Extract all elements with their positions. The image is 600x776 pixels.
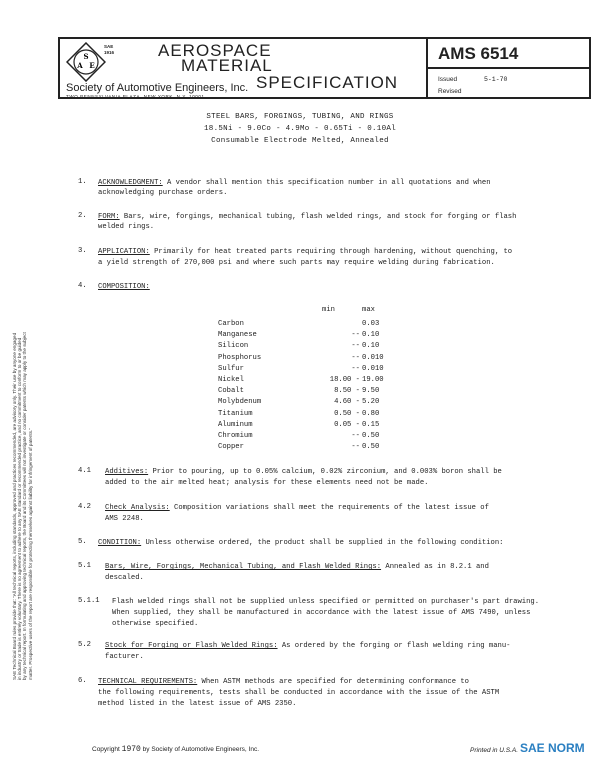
composition-col-min: min	[322, 306, 335, 314]
composition-min: --	[351, 353, 360, 362]
composition-max: 0.50	[362, 443, 380, 452]
section-title: Bars, Wire, Forgings, Mechanical Tubing, and Flash Welded Rings:	[105, 563, 382, 571]
footer-copyright	[92, 745, 259, 754]
composition-max: 0.80	[362, 409, 380, 418]
composition-min: --	[351, 364, 360, 373]
section-text: method listed in the latest issue of AMS 2350.	[98, 700, 297, 708]
disclaimer-line: in industry or trade is entirely voluntary. There is no agreement to adhere to any SAE standard or recommended practice, and no commitment to conform to or be guided	[17, 337, 23, 680]
section-text: AMS 2248.	[105, 515, 144, 523]
section-text: A vendor shall mention this specification number in all quotations and when	[167, 179, 491, 187]
section-stock-forging	[105, 641, 575, 651]
section-title: Stock for Forging or Flash Welded Rings:	[105, 642, 278, 650]
section-title: TECHNICAL REQUIREMENTS:	[98, 678, 198, 686]
disclaimer-line: SAE Technical Board rules provide that: "All technical reports, including standards, approved and practices recommended, are advisory only. Their use by anyone engaged	[12, 332, 17, 680]
svg-text:S: S	[83, 52, 89, 61]
title-specification: SPECIFICATION	[256, 73, 399, 92]
section-text: added to the air melted heat; analysis for these elements need not be made.	[105, 479, 429, 487]
disclaimer-line: matter. Prospective users of the report are responsible for protecting themselves against liability for infringement of patents."	[27, 428, 33, 680]
subject-line-2: 18.5Ni - 9.0Co - 4.9Mo - 0.65Ti - 0.10Al	[203, 125, 397, 133]
section-text: When supplied, they shall be manufactured in accordance with the latest issue of AMS 7490, unless	[112, 609, 531, 617]
composition-element: Molybdenum	[218, 398, 262, 407]
header-hline	[426, 67, 591, 69]
section-text: a yield strength of 270,000 psi and where such parts may require welding during fabrication.	[98, 259, 495, 267]
section-text: welded rings.	[98, 223, 155, 231]
organization-address: TWO PENNSYLVANIA PLAZA, NEW YORK, N.Y. 10001	[66, 94, 205, 99]
section-text: acknowledging purchase orders.	[98, 189, 228, 197]
section-check-analysis	[105, 503, 575, 513]
composition-max: 19.00	[362, 376, 384, 384]
section-number: 4.2	[78, 503, 91, 511]
section-text: the following requirements, tests shall be conducted in accordance with the issue of the ASTM	[98, 689, 500, 697]
section-bars-wire	[105, 562, 575, 572]
subject-line-1: STEEL BARS, FORGINGS, TUBING, AND RINGS	[206, 113, 394, 121]
section-text: descaled.	[105, 574, 144, 582]
composition-max: 0.010	[362, 364, 384, 373]
section-condition	[98, 538, 578, 548]
composition-min: --	[351, 432, 360, 440]
composition-element: Chromium	[218, 432, 253, 440]
copyright-year: 1970	[121, 745, 141, 754]
composition-max: 5.20	[362, 398, 380, 407]
composition-max: 0.10	[362, 331, 380, 340]
issued-label: Issued	[438, 76, 458, 83]
composition-min: 0.50 -	[334, 409, 360, 418]
composition-min: 4.60 -	[334, 398, 360, 407]
title-material: MATERIAL	[181, 56, 273, 75]
section-number: 6.	[78, 677, 87, 685]
composition-element: Titanium	[218, 409, 253, 418]
composition-element: Silicon	[218, 342, 249, 351]
section-text: otherwise specified.	[112, 620, 199, 628]
copyright-owner: by Society of Automotive Engineers, Inc.	[142, 746, 259, 753]
composition-element: Nickel	[218, 376, 244, 384]
section-technical-requirements	[98, 677, 568, 687]
section-text: Flash welded rings shall not be supplied unless specified or permitted on purchaser's part drawing.	[112, 598, 540, 606]
section-text: As ordered by the forging or flash welding ring manu-	[281, 642, 511, 650]
composition-max: 0.50	[362, 432, 380, 440]
copyright-label: Copyright	[92, 746, 120, 753]
organization-name: Society of Automotive Engineers, Inc.	[66, 82, 249, 94]
svg-text:A: A	[77, 61, 83, 70]
spec-number: AMS 6514	[438, 44, 519, 63]
section-number: 3.	[78, 247, 87, 255]
section-text: Composition variations shall meet the requirements of the latest issue of	[174, 504, 489, 512]
section-number: 5.2	[78, 641, 91, 649]
svg-text:E: E	[89, 61, 95, 70]
composition-element: Carbon	[218, 320, 244, 328]
composition-element: Sulfur	[218, 364, 244, 373]
composition-element: Manganese	[218, 331, 257, 340]
composition-max: 0.010	[362, 353, 384, 362]
section-form	[98, 212, 568, 222]
section-text: Prior to pouring, up to 0.05% calcium, 0.02% zirconium, and 0.003% boron shall be	[152, 468, 502, 476]
composition-min: 8.50 -	[334, 387, 360, 396]
composition-min: 0.05 -	[334, 420, 360, 429]
title-aerospace: AEROSPACE	[158, 41, 272, 60]
composition-element: Copper	[218, 443, 244, 452]
section-text: Bars, wire, forgings, mechanical tubing, flash welded rings, and stock for forging or flash	[123, 213, 517, 221]
section-title: CONDITION:	[98, 539, 142, 547]
watermark-logo: SAE NORM	[520, 741, 585, 755]
composition-col-max: max	[362, 306, 375, 314]
issued-value: 5-1-70	[484, 76, 508, 83]
section-title: Check Analysis:	[105, 504, 170, 512]
sae-logo-icon	[66, 42, 106, 82]
composition-min: --	[351, 443, 360, 452]
section-title: APPLICATION:	[98, 248, 150, 256]
section-text: Unless otherwise ordered, the product shall be supplied in the following condition:	[145, 539, 504, 547]
composition-max: 9.50	[362, 387, 380, 396]
composition-min: --	[351, 331, 360, 340]
disclaimer-line: by any technical report. In formulating and approving technical reports, the Board and its Committees will not investigate or consider patents which may apply to the subject	[22, 332, 28, 680]
composition-element: Cobalt	[218, 387, 244, 396]
logo-text: SAE 1916	[104, 44, 115, 55]
section-text: facturer.	[105, 653, 144, 661]
composition-element: Phosphorus	[218, 353, 262, 362]
section-number: 5.1	[78, 562, 91, 570]
section-number: 1.	[78, 178, 87, 186]
composition-max: 0.10	[362, 342, 380, 351]
section-additives	[105, 467, 575, 477]
section-title: ACKNOWLEDGMENT:	[98, 179, 163, 187]
section-text: Primarily for heat treated parts requiring through hardening, without quenching, to	[154, 248, 513, 256]
section-number: 2.	[78, 212, 87, 220]
disclaimer	[12, 120, 33, 680]
composition-min: 18.00 -	[329, 376, 360, 384]
section-number: 5.1.1	[78, 597, 100, 605]
printed-in-usa: Printed in U.S.A.	[470, 747, 519, 754]
composition-max: 0.15	[362, 420, 380, 429]
section-title: FORM:	[98, 213, 120, 221]
section-application	[98, 247, 568, 257]
section-number: 4.1	[78, 467, 91, 475]
section-title: Additives:	[105, 468, 149, 476]
revised-label: Revised	[438, 88, 462, 95]
section-text: When ASTM methods are specified for determining conformance to	[201, 678, 469, 686]
section-title: COMPOSITION:	[98, 283, 150, 291]
section-number: 4.	[78, 282, 87, 290]
section-number: 5.	[78, 538, 87, 546]
subject-line-3: Consumable Electrode Melted, Annealed	[211, 137, 389, 145]
composition-max: 0.03	[362, 320, 380, 328]
section-acknowledgment	[98, 178, 568, 188]
composition-min: --	[351, 342, 360, 351]
composition-element: Aluminum	[218, 420, 253, 429]
section-text: Annealed as in 8.2.1 and	[385, 563, 489, 571]
